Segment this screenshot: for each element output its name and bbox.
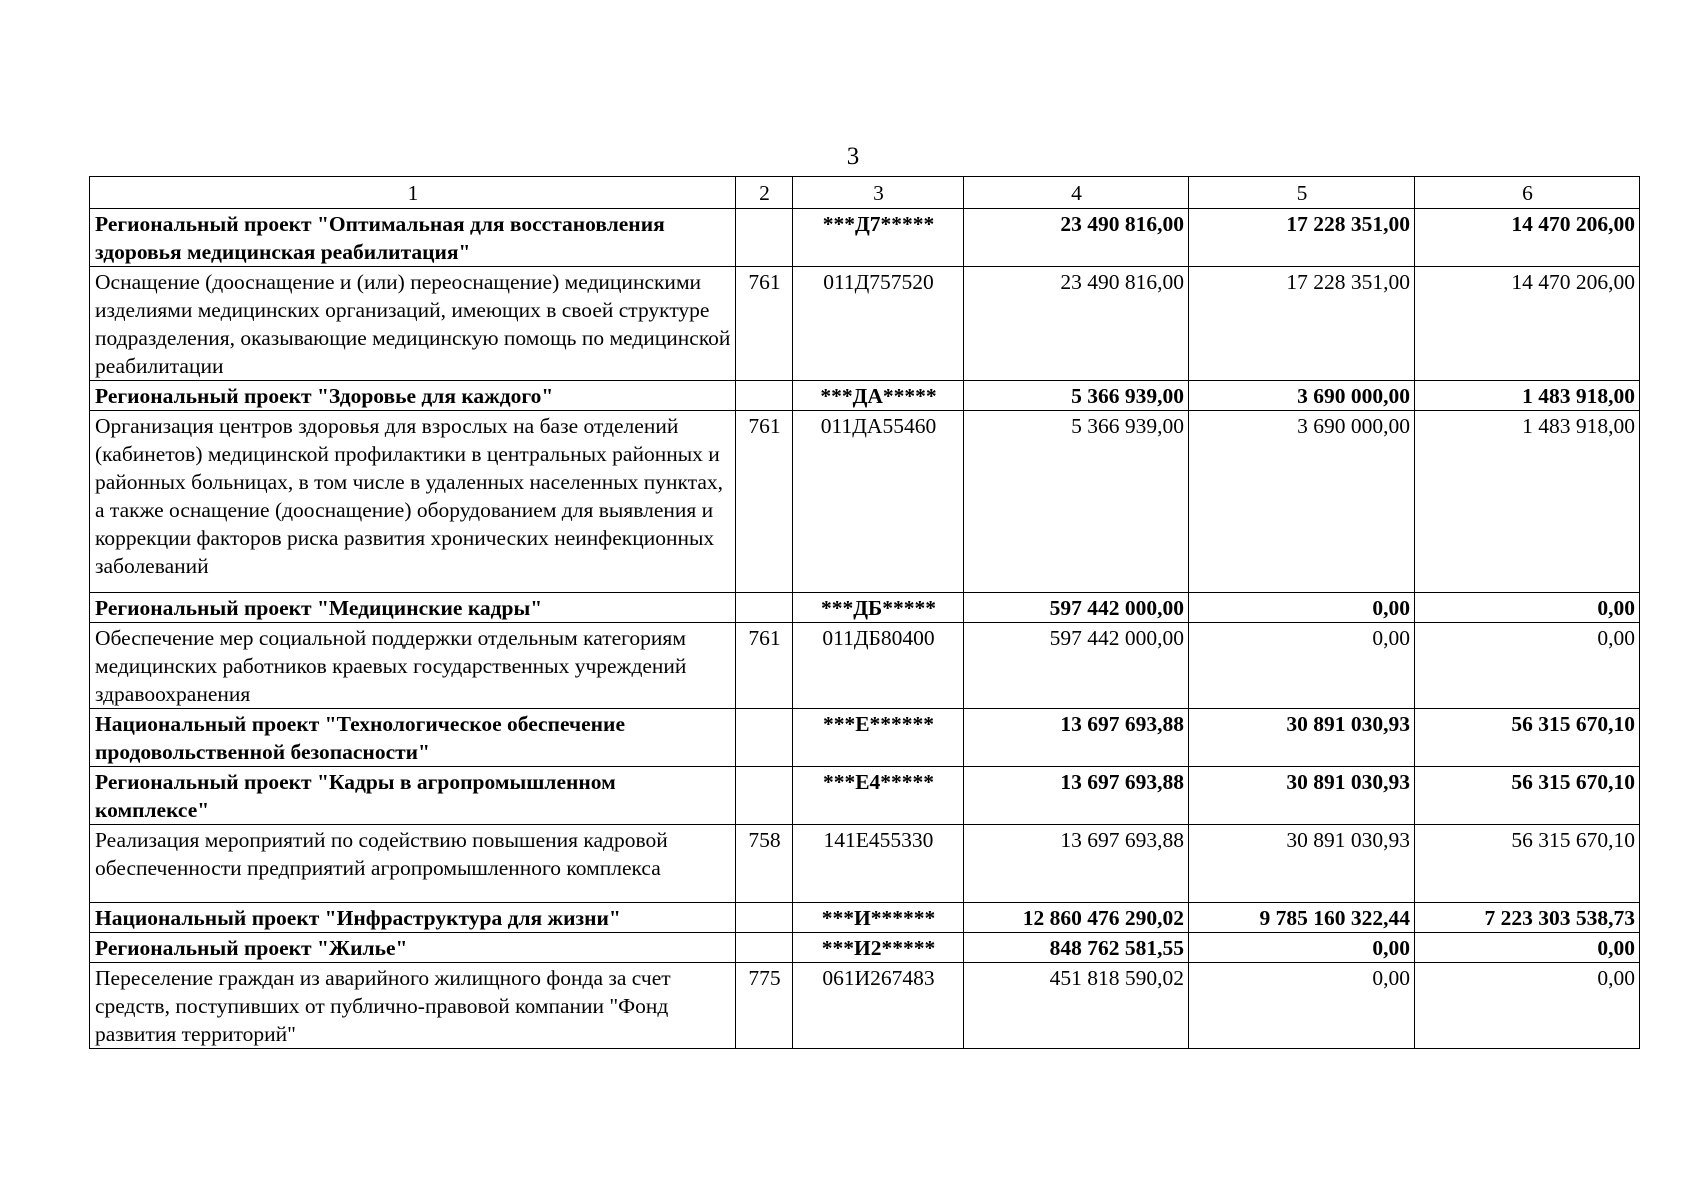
amount-col5-cell: 17 228 351,00 bbox=[1189, 209, 1415, 267]
classification-code-cell: 011ДБ80400 bbox=[793, 623, 964, 709]
amount-col4-cell: 13 697 693,88 bbox=[964, 709, 1189, 767]
item-name-cell: Региональный проект "Жилье" bbox=[90, 933, 736, 963]
item-name-cell: Региональный проект "Медицинские кадры" bbox=[90, 593, 736, 623]
amount-col5-cell: 3 690 000,00 bbox=[1189, 411, 1415, 593]
table-row bbox=[90, 963, 1640, 1049]
classification-code-cell: ***И2***** bbox=[793, 933, 964, 963]
project-row bbox=[90, 209, 1640, 267]
admin-code-cell bbox=[736, 593, 793, 623]
amount-col6-cell: 56 315 670,10 bbox=[1415, 709, 1640, 767]
item-name-cell: Региональный проект "Оптимальная для восстановления здоровья медицинская реабилитация" bbox=[90, 209, 736, 267]
item-name-cell: Реализация мероприятий по содействию повышения кадровой обеспеченности предприятий агропромышленного комплекса bbox=[90, 825, 736, 903]
budget-table bbox=[89, 176, 1640, 1049]
amount-col4-cell: 5 366 939,00 bbox=[964, 381, 1189, 411]
table-row bbox=[90, 411, 1640, 593]
admin-code-cell: 761 bbox=[736, 411, 793, 593]
item-name-cell: Региональный проект "Кадры в агропромышленном комплексе" bbox=[90, 767, 736, 825]
amount-col4-cell: 23 490 816,00 bbox=[964, 209, 1189, 267]
header-row bbox=[90, 177, 1640, 209]
column-header: 3 bbox=[793, 177, 964, 209]
amount-col6-cell: 14 470 206,00 bbox=[1415, 209, 1640, 267]
admin-code-cell: 761 bbox=[736, 267, 793, 381]
table-row bbox=[90, 623, 1640, 709]
admin-code-cell bbox=[736, 933, 793, 963]
column-header: 1 bbox=[90, 177, 736, 209]
classification-code-cell: ***Д7***** bbox=[793, 209, 964, 267]
amount-col6-cell: 0,00 bbox=[1415, 593, 1640, 623]
amount-col4-cell: 451 818 590,02 bbox=[964, 963, 1189, 1049]
classification-code-cell: 061И267483 bbox=[793, 963, 964, 1049]
admin-code-cell: 758 bbox=[736, 825, 793, 903]
table-body bbox=[90, 177, 1640, 1049]
amount-col5-cell: 0,00 bbox=[1189, 593, 1415, 623]
table-row bbox=[90, 825, 1640, 903]
amount-col5-cell: 30 891 030,93 bbox=[1189, 709, 1415, 767]
item-name-cell: Национальный проект "Инфраструктура для жизни" bbox=[90, 903, 736, 933]
column-header: 6 bbox=[1415, 177, 1640, 209]
project-row bbox=[90, 933, 1640, 963]
classification-code-cell: ***Е4***** bbox=[793, 767, 964, 825]
classification-code-cell: ***ДБ***** bbox=[793, 593, 964, 623]
item-name-cell: Обеспечение мер социальной поддержки отдельным категориям медицинских работников краевых государственных учреждений здравоохранения bbox=[90, 623, 736, 709]
amount-col6-cell: 56 315 670,10 bbox=[1415, 767, 1640, 825]
page-number: 3 bbox=[846, 143, 860, 170]
amount-col6-cell: 0,00 bbox=[1415, 623, 1640, 709]
amount-col4-cell: 12 860 476 290,02 bbox=[964, 903, 1189, 933]
amount-col5-cell: 30 891 030,93 bbox=[1189, 767, 1415, 825]
table-row bbox=[90, 267, 1640, 381]
amount-col4-cell: 597 442 000,00 bbox=[964, 623, 1189, 709]
project-row bbox=[90, 381, 1640, 411]
admin-code-cell bbox=[736, 381, 793, 411]
amount-col4-cell: 5 366 939,00 bbox=[964, 411, 1189, 593]
column-header: 2 bbox=[736, 177, 793, 209]
classification-code-cell: ***И****** bbox=[793, 903, 964, 933]
project-row bbox=[90, 593, 1640, 623]
column-header: 4 bbox=[964, 177, 1189, 209]
amount-col4-cell: 848 762 581,55 bbox=[964, 933, 1189, 963]
amount-col5-cell: 9 785 160 322,44 bbox=[1189, 903, 1415, 933]
amount-col5-cell: 30 891 030,93 bbox=[1189, 825, 1415, 903]
classification-code-cell: 141Е455330 bbox=[793, 825, 964, 903]
item-name-cell: Национальный проект "Технологическое обеспечение продовольственной безопасности" bbox=[90, 709, 736, 767]
amount-col6-cell: 0,00 bbox=[1415, 963, 1640, 1049]
amount-col4-cell: 13 697 693,88 bbox=[964, 767, 1189, 825]
project-row bbox=[90, 903, 1640, 933]
project-row bbox=[90, 767, 1640, 825]
amount-col5-cell: 3 690 000,00 bbox=[1189, 381, 1415, 411]
admin-code-cell bbox=[736, 903, 793, 933]
amount-col6-cell: 7 223 303 538,73 bbox=[1415, 903, 1640, 933]
amount-col4-cell: 23 490 816,00 bbox=[964, 267, 1189, 381]
admin-code-cell bbox=[736, 209, 793, 267]
item-name-cell: Оснащение (дооснащение и (или) переоснащение) медицинскими изделиями медицинских организаций, имеющих в своей структуре подразделения, оказывающие медицинскую помощь по медицинской реабилитации bbox=[90, 267, 736, 381]
item-name-cell: Переселение граждан из аварийного жилищного фонда за счет средств, поступивших от публично-правовой компании "Фонд развития территорий" bbox=[90, 963, 736, 1049]
admin-code-cell: 761 bbox=[736, 623, 793, 709]
amount-col4-cell: 13 697 693,88 bbox=[964, 825, 1189, 903]
amount-col6-cell: 1 483 918,00 bbox=[1415, 411, 1640, 593]
amount-col6-cell: 1 483 918,00 bbox=[1415, 381, 1640, 411]
amount-col5-cell: 0,00 bbox=[1189, 623, 1415, 709]
amount-col5-cell: 17 228 351,00 bbox=[1189, 267, 1415, 381]
column-header: 5 bbox=[1189, 177, 1415, 209]
admin-code-cell bbox=[736, 767, 793, 825]
classification-code-cell: ***Е****** bbox=[793, 709, 964, 767]
admin-code-cell bbox=[736, 709, 793, 767]
classification-code-cell: 011ДА55460 bbox=[793, 411, 964, 593]
item-name-cell: Региональный проект "Здоровье для каждого" bbox=[90, 381, 736, 411]
item-name-cell: Организация центров здоровья для взрослых на базе отделений (кабинетов) медицинской профилактики в центральных районных и районных больницах, в том числе в удаленных населенных пунктах, а также оснащение (дооснащение) оборудованием для выявления и коррекции факторов риска развития хронических неинфекционных заболеваний bbox=[90, 411, 736, 593]
project-row bbox=[90, 709, 1640, 767]
admin-code-cell: 775 bbox=[736, 963, 793, 1049]
amount-col6-cell: 0,00 bbox=[1415, 933, 1640, 963]
amount-col5-cell: 0,00 bbox=[1189, 933, 1415, 963]
amount-col4-cell: 597 442 000,00 bbox=[964, 593, 1189, 623]
amount-col6-cell: 56 315 670,10 bbox=[1415, 825, 1640, 903]
classification-code-cell: ***ДА***** bbox=[793, 381, 964, 411]
classification-code-cell: 011Д757520 bbox=[793, 267, 964, 381]
amount-col5-cell: 0,00 bbox=[1189, 963, 1415, 1049]
amount-col6-cell: 14 470 206,00 bbox=[1415, 267, 1640, 381]
